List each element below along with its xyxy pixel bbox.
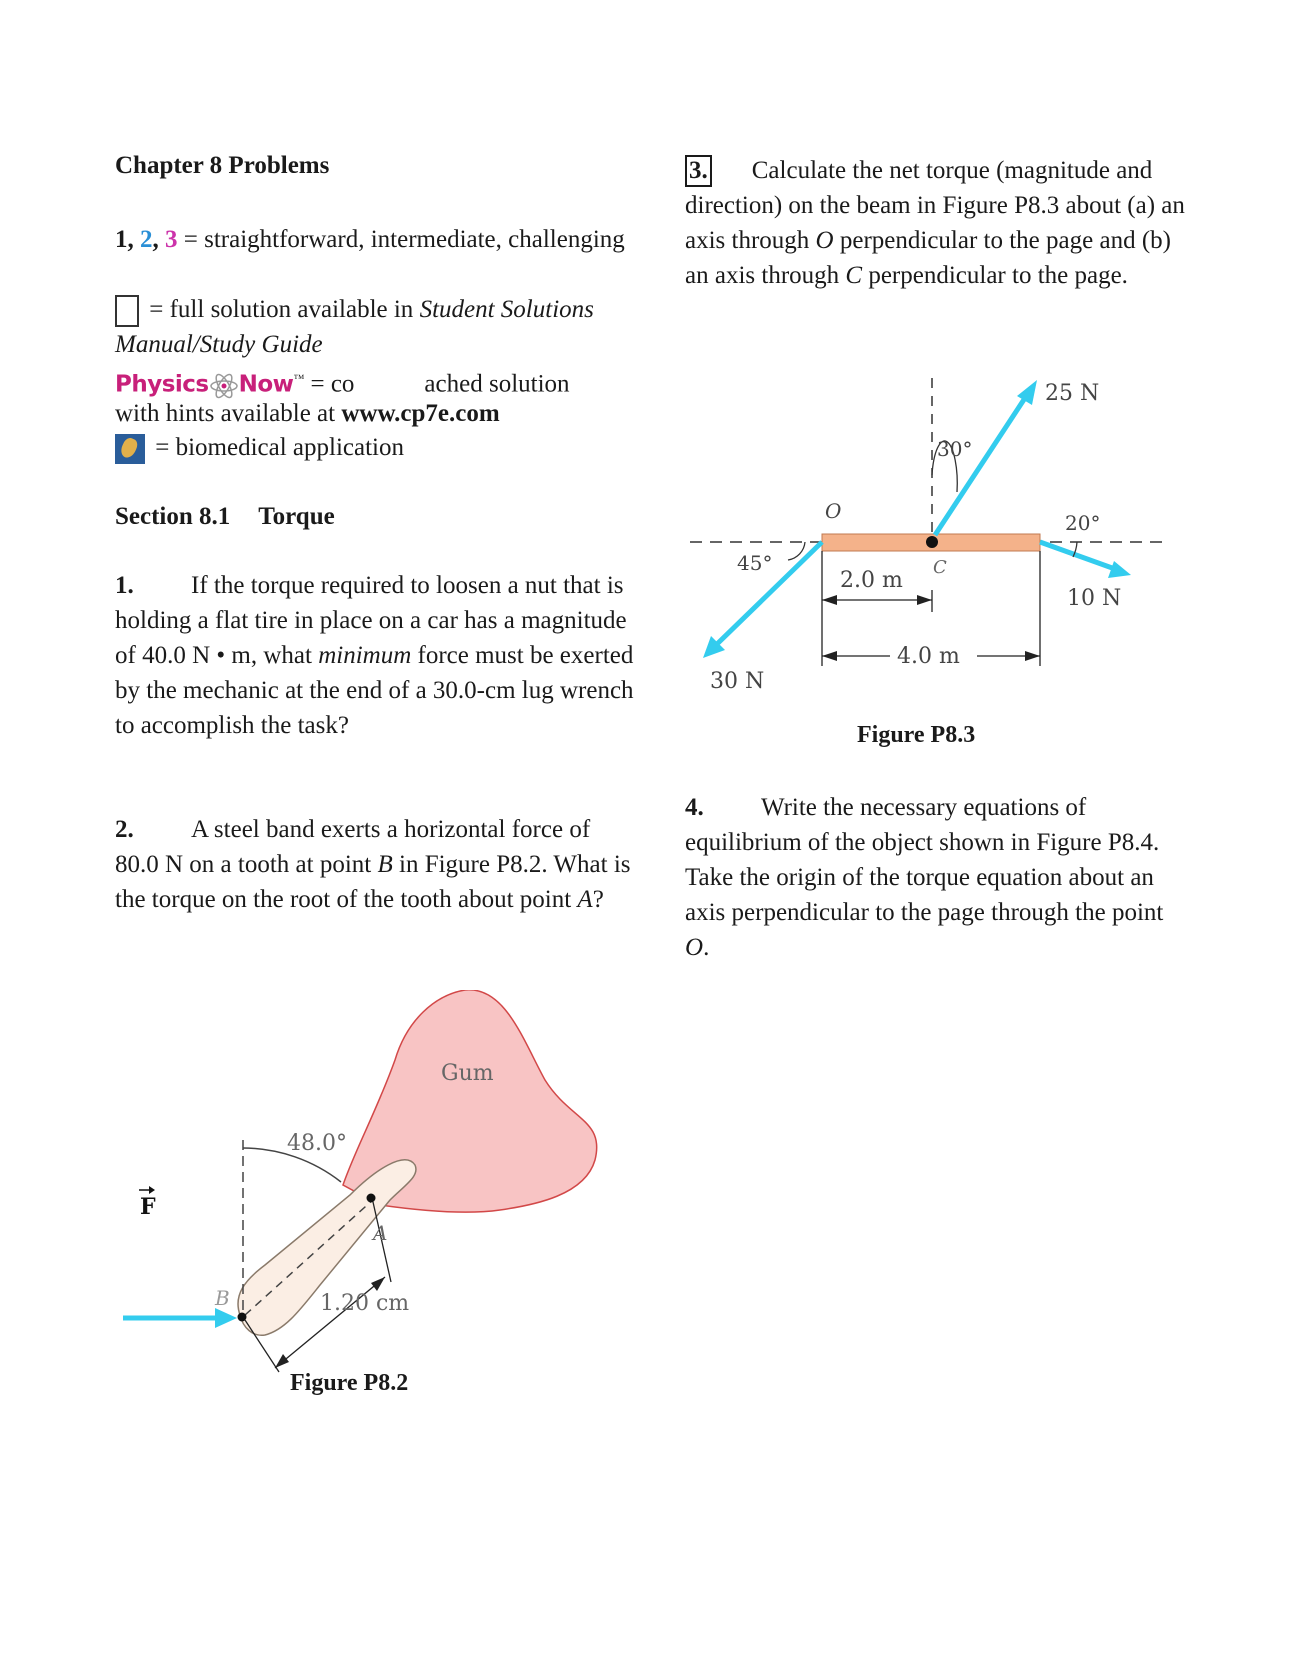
biomedical-icon	[115, 434, 145, 464]
problem-2-number: 2.	[115, 816, 134, 843]
coached-text-b: ached solution	[424, 370, 570, 398]
angle-label: 48.0°	[287, 1131, 347, 1156]
problem-3-text-b: perpendicular to the page and (b) an axis through	[685, 227, 1171, 289]
force-30n-label: 30 N	[710, 669, 765, 694]
problem-3	[685, 153, 1185, 293]
difficulty-2: 2	[140, 226, 153, 253]
coached-text-a: = co	[304, 370, 355, 398]
angle-45-arc	[788, 542, 805, 560]
problem-4	[685, 790, 1185, 965]
problem-4-number: 4.	[685, 794, 704, 821]
angle-20-label: 20°	[1065, 511, 1101, 535]
dim-2m-label: 2.0 m	[840, 568, 903, 593]
problem-2-text-b: in Figure P8.2. What is the torque on the root of the tooth about point	[115, 851, 631, 913]
problem-1-emph: minimum	[318, 642, 412, 669]
force-10n-shaft	[1040, 542, 1115, 569]
force-label: F	[140, 1194, 156, 1220]
difficulty-legend: 1, 2, 3 = straightforward, intermediate, challenging	[115, 226, 625, 253]
dim-4m-label: 4.0 m	[897, 644, 960, 669]
problem-1-number: 1.	[115, 572, 134, 599]
gum-label: Gum	[441, 1061, 494, 1086]
dim-4m-arrow-left	[822, 651, 837, 661]
force-10n-head	[1108, 561, 1131, 578]
biomedical-legend	[115, 430, 635, 465]
solution-text: = full solution available in	[143, 296, 420, 323]
problem-2-point-b: B	[377, 851, 393, 878]
section-heading	[115, 503, 635, 531]
problem-3-point-c: C	[845, 262, 863, 289]
problem-1	[115, 568, 635, 743]
solution-box-icon	[115, 295, 139, 327]
force-10n-label: 10 N	[1067, 586, 1122, 611]
dim-2m-arrow-left	[822, 595, 837, 605]
figure-p8-2-caption: Figure P8.2	[290, 1370, 409, 1396]
point-b-label: B	[215, 1286, 230, 1310]
difficulty-1: 1	[115, 226, 128, 253]
point-o-label: O	[825, 499, 842, 523]
angle-30-label: 30°	[937, 437, 973, 461]
difficulty-text: = straightforward, intermediate, challenging	[177, 226, 625, 253]
problem-1-text-a: If the torque required to loosen a nut that is holding a flat tire in place on a car has a magnitude of 40.0 N • m, what	[115, 572, 627, 669]
point-a-label: A	[373, 1221, 388, 1245]
dim-2m-arrow-right	[917, 595, 932, 605]
figure-p8-3-caption: Figure P8.3	[857, 722, 976, 748]
force-vector-barhead	[149, 1186, 155, 1194]
biomedical-text: = biomedical application	[149, 434, 404, 461]
problem-2-text-c: ?	[592, 886, 604, 913]
problem-4-text-b: .	[703, 934, 710, 961]
force-25n-label: 25 N	[1045, 381, 1100, 406]
figure-p8-3	[685, 370, 1165, 710]
problem-3-number: 3.	[685, 155, 712, 187]
point-a-dot	[367, 1194, 376, 1203]
point-c-dot	[926, 536, 938, 548]
trademark: ™	[293, 373, 305, 385]
figure-p8-2	[115, 990, 635, 1410]
dimension-arrowhead-1	[275, 1354, 289, 1368]
dimension-arrowhead-2	[371, 1277, 385, 1291]
problem-2-text-a: A steel band exerts a horizontal force of 80.0 N on a tooth at point	[115, 816, 591, 878]
chapter-title: Chapter 8 Problems	[115, 152, 330, 179]
length-label: 1.20 cm	[320, 1291, 410, 1316]
problem-4-point-o: O	[685, 934, 704, 961]
section-title: Torque	[258, 503, 335, 530]
force-arrow-head	[215, 1308, 237, 1328]
problem-4-text-a: Write the necessary equations of equilibrium of the object shown in Figure P8.4. Take the origin of the torque equation about an axis perpendicular to the page through the point	[685, 794, 1164, 926]
difficulty-3: 3	[165, 226, 178, 253]
coached-url: www.cp7e.com	[341, 400, 500, 427]
problem-2-point-a: A	[577, 886, 593, 913]
force-25n-shaft	[935, 398, 1025, 535]
solution-legend	[115, 292, 635, 362]
physicsnow-logo-text-2: Now	[238, 371, 294, 398]
coached-hints-text: with hints available at	[115, 400, 342, 427]
problem-3-text-c: perpendicular to the page.	[862, 262, 1128, 289]
problem-3-point-o: O	[815, 227, 834, 254]
coached-line-2	[115, 396, 635, 431]
section-number: Section 8.1	[115, 503, 231, 530]
physicsnow-logo-text-1: Physics	[115, 371, 209, 398]
problem-3-text-a: Calculate the net torque (magnitude and direction) on the beam in Figure P8.3 about (a) an axis through	[685, 157, 1185, 254]
problem-2	[115, 812, 635, 917]
point-c-label: C	[933, 557, 947, 578]
dim-4m-arrow-right	[1025, 651, 1040, 661]
solution-manual-title: Student Solutions Manual/Study Guide	[115, 296, 594, 359]
problem-1-text-b: force must be exerted by the mechanic at the end of a 30.0-cm lug wrench to accomplish the task?	[115, 642, 634, 739]
angle-45-label: 45°	[737, 551, 773, 575]
